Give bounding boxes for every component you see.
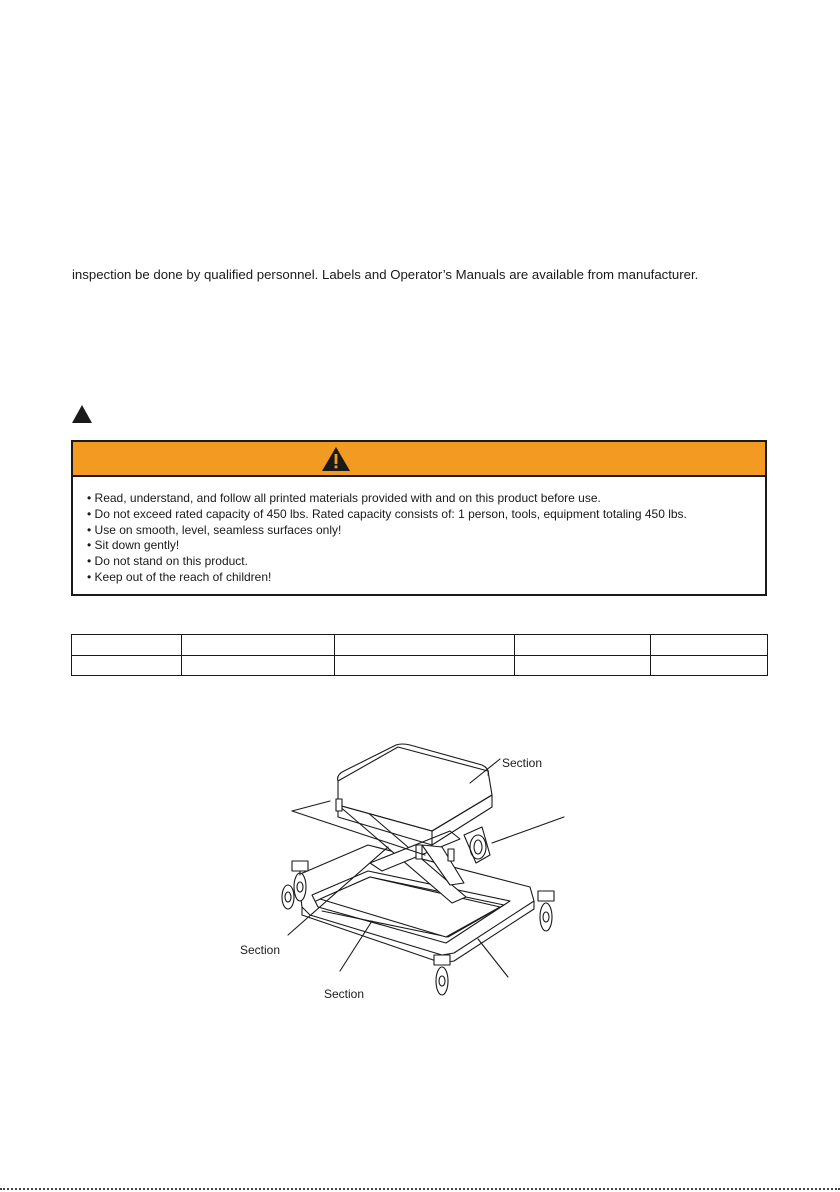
- warning-header: [73, 442, 765, 477]
- creeper-seat-diagram: [220, 735, 600, 1015]
- intro-text: inspection be done by qualified personnel. Labels and Operator’s Manuals are available from manufacturer.: [72, 267, 699, 282]
- warning-item: • Read, understand, and follow all printed materials provided with and on this product before use.: [87, 491, 765, 507]
- table-cell: [182, 635, 335, 656]
- tool-holder: [464, 827, 490, 863]
- seat-section-label: Section: [502, 756, 543, 770]
- table-cell: [515, 635, 651, 656]
- table-cell: [72, 655, 182, 676]
- table-cell: [651, 635, 768, 656]
- table-cell: [72, 635, 182, 656]
- table-row: [72, 655, 768, 676]
- table-row: [72, 635, 768, 656]
- seat-cushion: [338, 744, 492, 845]
- tray-section-label: Section: [324, 987, 365, 1001]
- warning-box: [71, 440, 767, 596]
- table-cell: [515, 655, 651, 676]
- warning-item: • Sit down gently!: [87, 538, 765, 554]
- warning-item: • Use on smooth, level, seamless surfaces only!: [87, 523, 765, 539]
- warning-list: [73, 477, 765, 586]
- table-cell: [335, 635, 515, 656]
- table-cell: [182, 655, 335, 676]
- warning-item: • Do not exceed rated capacity of 450 lbs. Rated capacity consists of: 1 person, tools, equipment totaling 450 lbs.: [87, 507, 765, 523]
- alert-triangle-icon: [71, 404, 93, 424]
- table-cell: [335, 655, 515, 676]
- warning-item: • Keep out of the reach of children!: [87, 570, 765, 586]
- table-cell: [651, 655, 768, 676]
- warning-item: • Do not stand on this product.: [87, 554, 765, 570]
- exclamation-triangle-icon: [321, 446, 351, 472]
- page-bottom-divider: [0, 1188, 840, 1190]
- spec-table: [71, 634, 768, 676]
- frame-section-label: Section: [240, 943, 281, 957]
